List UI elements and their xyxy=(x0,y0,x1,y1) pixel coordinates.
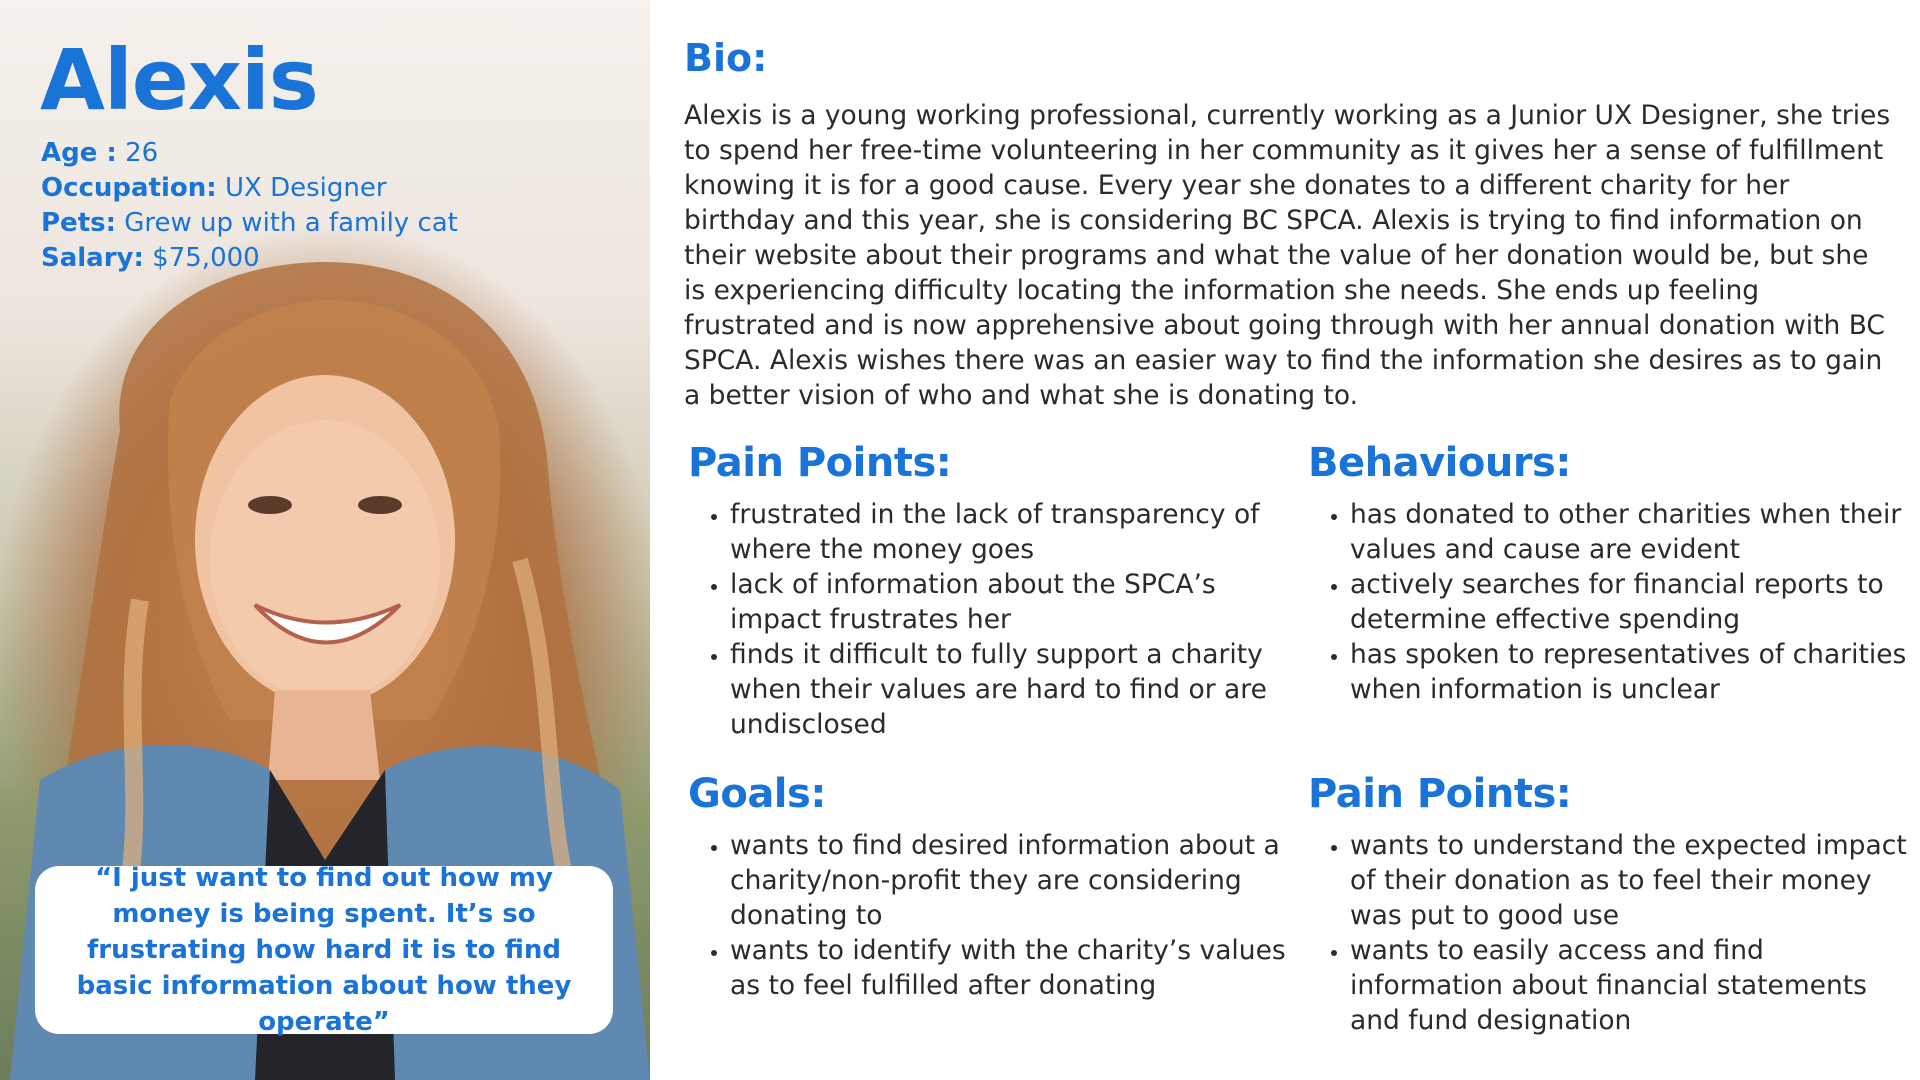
list-item: • finds it difficult to fully support a charity when their values are hard to find or are undisclosed xyxy=(730,637,1310,742)
bio-heading: Bio: xyxy=(684,36,768,80)
stat-label: Salary: xyxy=(41,243,144,273)
behaviours-list xyxy=(1306,497,1920,707)
list-item: • wants to easily access and find information about financial statements and fund designation xyxy=(1350,933,1920,1038)
persona-photo-panel xyxy=(0,0,650,1080)
goals-list xyxy=(686,828,1310,1003)
bio-text: Alexis is a young working professional, currently working as a Junior UX Designer, she tries to spend her free-time volunteering in her community as it gives her a sense of fulfillment knowing it is for a good cause. Every year she donates to a different charity for her birthday and this year, she is considering BC SPCA. Alexis is trying to find information on their website about their programs and what the value of her donation would be, but she is experiencing difficulty locating the information she needs. She ends up feeling frustrated and is now apprehensive about going through with her annual donation with BC SPCA. Alexis wishes there was an easier way to find the information she desires as to gain a better vision of who and what she is donating to. xyxy=(684,100,1891,411)
list-item: • frustrated in the lack of transparency of where the money goes xyxy=(730,497,1310,567)
stat-value: Grew up with a family cat xyxy=(124,208,458,238)
stat-value: $75,000 xyxy=(152,243,260,273)
list-item: • wants to understand the expected impact of their donation as to feel their money was put to good use xyxy=(1350,828,1920,933)
goals-heading: Goals: xyxy=(688,771,826,817)
list-item: • wants to identify with the charity’s values as to feel fulfilled after donating xyxy=(730,933,1310,1003)
pain-points-heading: Pain Points: xyxy=(688,440,952,486)
quote-box xyxy=(35,863,613,1037)
pain-points-2-heading: Pain Points: xyxy=(1308,771,1572,817)
pain-points-2-list xyxy=(1306,828,1920,1038)
persona-stats xyxy=(41,136,458,276)
list-item: • has spoken to representatives of charities when information is unclear xyxy=(1350,637,1920,707)
stat-label: Age : xyxy=(41,138,117,168)
stat-age xyxy=(41,136,458,171)
list-item: • lack of information about the SPCA’s impact frustrates her xyxy=(730,567,1310,637)
stat-pets xyxy=(41,206,458,241)
persona-quote: “I just want to find out how my money is being spent. It’s so frustrating how hard it is to find basic information about how they operate” xyxy=(76,863,572,1037)
stat-value: 26 xyxy=(125,138,159,168)
persona-name: Alexis xyxy=(40,31,318,129)
list-item: • has donated to other charities when their values and cause are evident xyxy=(1350,497,1920,567)
behaviours-heading: Behaviours: xyxy=(1308,440,1571,486)
stat-label: Pets: xyxy=(41,208,116,238)
list-item: • wants to find desired information about a charity/non-profit they are considering donating to xyxy=(730,828,1310,933)
stat-label: Occupation: xyxy=(41,173,217,203)
stat-occupation xyxy=(41,171,458,206)
pain-points-list xyxy=(686,497,1310,742)
list-item: • actively searches for financial reports to determine effective spending xyxy=(1350,567,1920,637)
stat-value: UX Designer xyxy=(224,173,387,203)
stat-salary xyxy=(41,241,458,276)
